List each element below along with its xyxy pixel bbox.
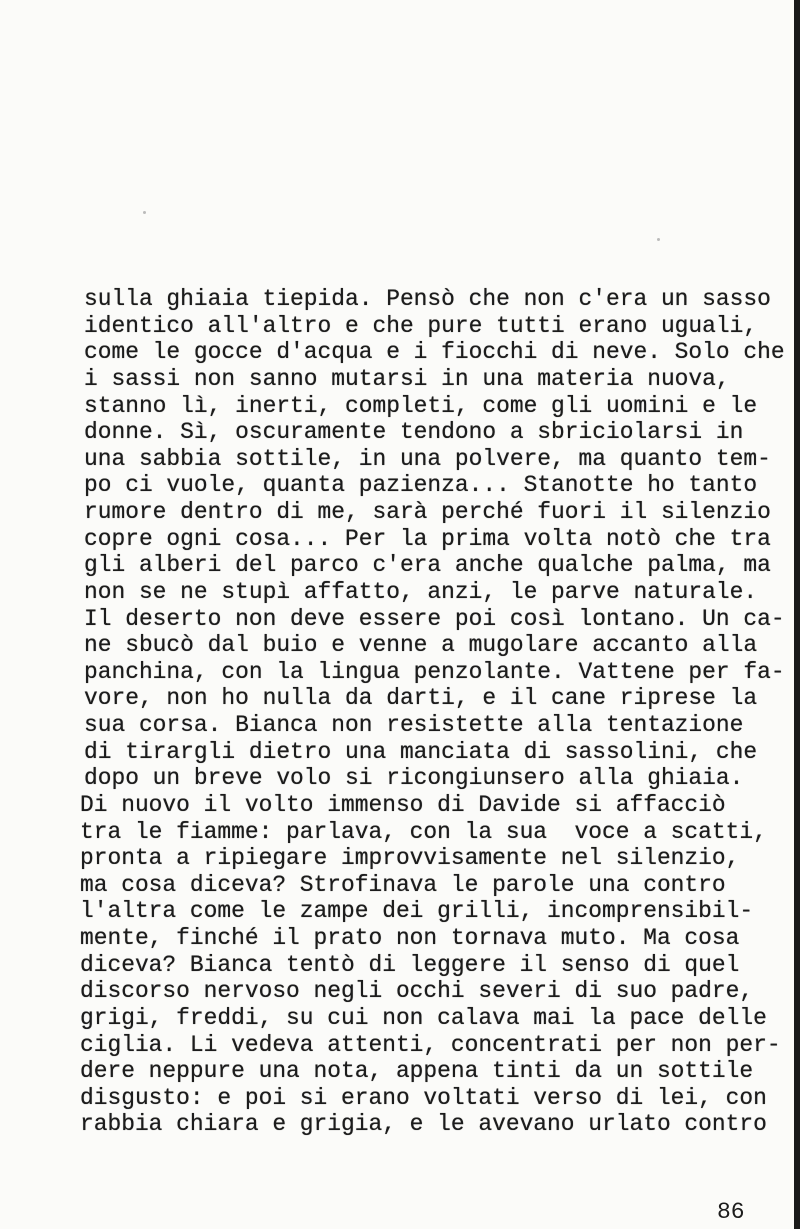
text-line: mente, finché il prato non tornava muto. Ma cosa: [80, 925, 740, 951]
text-line: vore, non ho nulla da darti, e il cane riprese la: [84, 685, 758, 712]
text-line: come le gocce d'acqua e i fiocchi di neve. Solo che: [84, 339, 785, 366]
text-line: gli alberi del parco c'era anche qualche palma, ma: [84, 552, 771, 579]
text-line: di tirargli dietro una manciata di sassolini, che: [84, 738, 758, 765]
text-line: ma cosa diceva? Strofinava le parole una contro: [80, 871, 726, 898]
text-line: copre ogni cosa... Per la prima volta notò che tra: [84, 525, 771, 552]
text-line: stanno lì, inerti, completi, come gli uomini e le: [84, 392, 758, 419]
text-line: dopo un breve volo si ricongiunsero alla ghiaia.: [84, 765, 744, 792]
text-line: donne. Sì, oscuramente tendono a sbriciolarsi in: [84, 419, 744, 446]
page-number: 86: [717, 1199, 745, 1225]
text-line: tra le fiamme: parlava, con la sua voce a scatti,: [80, 818, 767, 845]
paper-speck: [657, 238, 660, 241]
text-line: rabbia chiara e grigia, e le avevano urlato contro: [80, 1111, 767, 1138]
text-line: dere neppure una nota, appena tinti da un sottile: [80, 1058, 754, 1085]
paper-speck: [143, 211, 146, 214]
text-line: rumore dentro di me, sarà perché fuori il silenzio: [84, 499, 771, 525]
text-line: po ci vuole, quanta pazienza... Stanotte ho tanto: [84, 472, 758, 499]
text-line: sulla ghiaia tiepida. Pensò che non c'era un sasso: [84, 286, 771, 312]
text-line: non se ne stupì affatto, anzi, le parve naturale.: [84, 578, 758, 605]
text-line: ne sbucò dal buio e venne a mugolare accanto alla: [84, 632, 758, 659]
text-line: disgusto: e poi si erano voltati verso di lei, con: [80, 1084, 767, 1111]
text-line: i sassi non sanno mutarsi in una materia nuova,: [84, 365, 730, 392]
text-line: diceva? Bianca tentò di leggere il senso di quel: [80, 951, 740, 978]
text-line: panchina, con la lingua penzolante. Vattene per fa-: [84, 658, 785, 685]
text-line: pronta a ripiegare improvvisamente nel silenzio,: [80, 845, 740, 872]
text-line: identico all'altro e che pure tutti erano uguali,: [84, 312, 758, 339]
text-line: Di nuovo il volto immenso di Davide si affacciò: [80, 791, 726, 818]
scan-edge: [794, 0, 800, 1229]
text-line: sua corsa. Bianca non resistette alla tentazione: [84, 712, 744, 738]
text-line: l'altra come le zampe dei grilli, incomprensibil-: [80, 898, 754, 925]
body-text: [80, 286, 785, 1138]
text-line: discorso nervoso negli occhi severi di suo padre,: [80, 978, 754, 1005]
text-line: grigi, freddi, su cui non calava mai la pace delle: [80, 1004, 767, 1031]
text-line: Il deserto non deve essere poi così lontano. Un ca-: [84, 605, 785, 632]
text-line: una sabbia sottile, in una polvere, ma quanto tem-: [84, 445, 771, 472]
text-line: ciglia. Li vedeva attenti, concentrati per non per-: [80, 1031, 781, 1058]
